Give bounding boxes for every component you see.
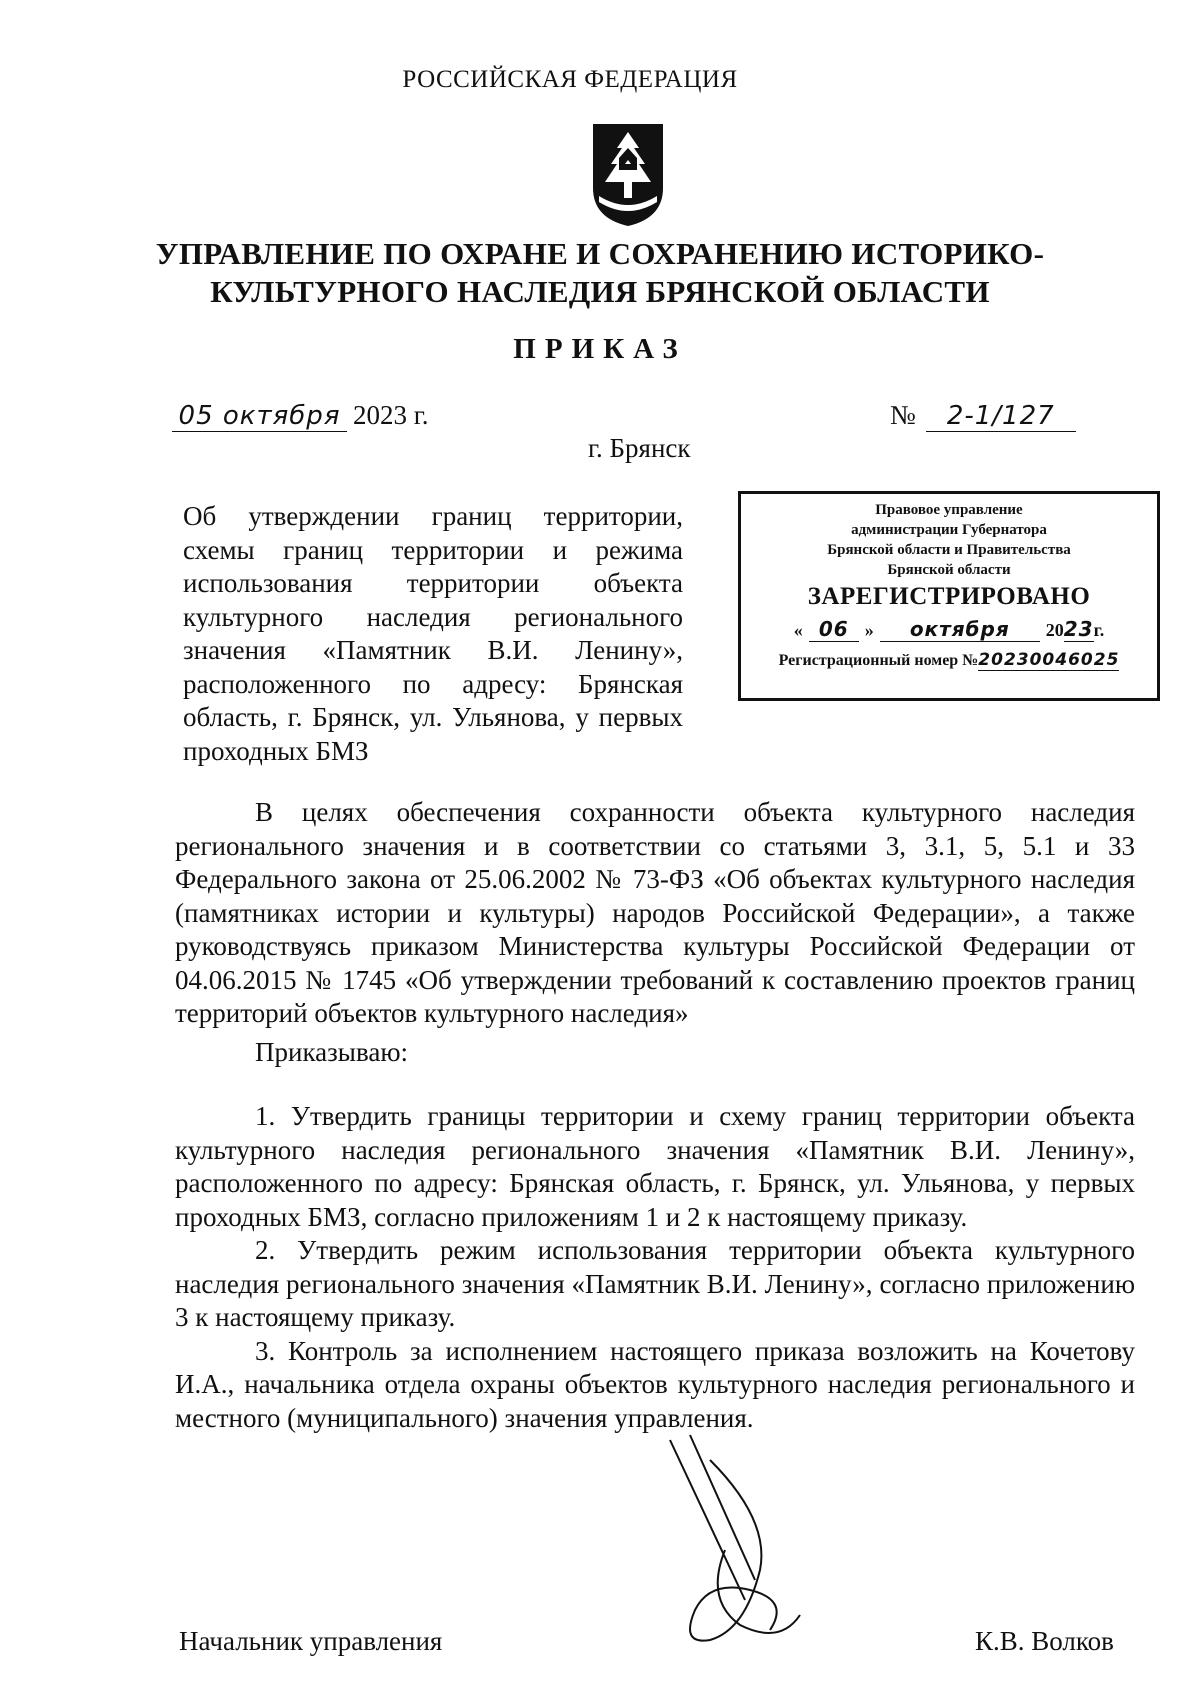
stamp-quote-open: «	[793, 620, 803, 640]
country-header: РОССИЙСКАЯ ФЕДЕРАЦИЯ	[402, 66, 738, 93]
stamp-org-line1: Правовое управление	[875, 502, 1023, 518]
handwritten-signature	[650, 1430, 820, 1655]
handwritten-date: 05 октября	[172, 401, 347, 432]
stamp-year-suffix: г.	[1093, 620, 1105, 640]
stamp-org-line2: администрации Губернатора	[851, 522, 1047, 538]
signer-name: К.В. Волков	[975, 1626, 1114, 1656]
handwritten-number: 2-1/127	[926, 401, 1076, 432]
stamp-year-digits: 23	[1063, 617, 1094, 641]
stamp-quote-close: »	[864, 620, 874, 640]
order-items	[175, 1100, 1135, 1435]
order-subject: Об утверждении границ территории, схемы границ территории и режима использования территории объекта культурного наследия регионального значения «Памятник В.И. Ленину», расположенного по адресу: Брянская область, г. Брянск, ул. Ульянова, у первых проходных БМЗ	[183, 501, 683, 766]
bryansk-coat-of-arms-icon	[583, 118, 673, 230]
preamble-paragraph: В целях обеспечения сохранности объекта культурного наследия регионального значения и в соответствии со статьями 3, 3.1, 5, 5.1 и 33 Федерального закона от 25.06.2002 № 73-ФЗ «Об объектах культурного наследия (памятниках истории и культуры) народов Российской Федерации», а также руководствуясь приказом Министерства культуры Российской Федерации от 04.06.2015 № 1745 «Об утверждении требований к составлению проектов границ территорий объектов культурного наследия»	[175, 797, 1135, 1028]
city: г. Брянск	[588, 433, 691, 463]
stamp-org-line4: Брянской области	[887, 562, 1011, 578]
order-number	[890, 400, 1076, 432]
stamp-reg-number: 20230046025	[978, 650, 1120, 670]
order-date	[172, 400, 429, 432]
registration-stamp	[738, 491, 1160, 701]
document-type-title: ПРИКАЗ	[513, 333, 687, 365]
order-item-3: 3. Контроль за исполнением настоящего приказа возложить на Кочетову И.А., начальника отдела охраны объектов культурного наследия регионального и местного (муниципального) значения управления.	[175, 1335, 1135, 1433]
stamp-registration-number	[741, 650, 1157, 671]
stamp-day: 06	[809, 617, 859, 642]
stamp-date	[741, 617, 1157, 642]
date-year: 2023 г.	[353, 400, 429, 430]
order-word: Приказываю:	[255, 1037, 408, 1067]
stamp-month: октября	[880, 617, 1040, 642]
order-item-1: 1. Утвердить границы территории и схему границ территории объекта культурного наследия регионального значения «Памятник В.И. Ленину», расположенного по адресу: Брянская область, г. Брянск, ул. Ульянова, у первых проходных БМЗ, согласно приложениям 1 и 2 к настоящему приказу.	[175, 1101, 1135, 1232]
order-item-2: 2. Утвердить режим использования территории объекта культурного наследия регионального значения «Памятник В.И. Ленину», согласно приложению 3 к настоящему приказу.	[175, 1235, 1135, 1332]
agency-name-line2: КУЛЬТУРНОГО НАСЛЕДИЯ БРЯНСКОЙ ОБЛАСТИ	[210, 274, 990, 309]
agency-name	[0, 235, 1200, 311]
stamp-status: ЗАРЕГИСТРИРОВАНО	[807, 583, 1091, 610]
number-label: №	[890, 400, 916, 430]
signer-position: Начальник управления	[179, 1626, 443, 1656]
stamp-org-line3: Брянской области и Правительства	[827, 542, 1071, 558]
stamp-year-prefix: 20	[1045, 620, 1064, 640]
agency-name-line1: УПРАВЛЕНИЕ ПО ОХРАНЕ И СОХРАНЕНИЮ ИСТОРИКО-	[155, 236, 1045, 271]
stamp-reg-label: Регистрационный номер №	[778, 652, 979, 669]
stamp-year	[1046, 617, 1105, 642]
